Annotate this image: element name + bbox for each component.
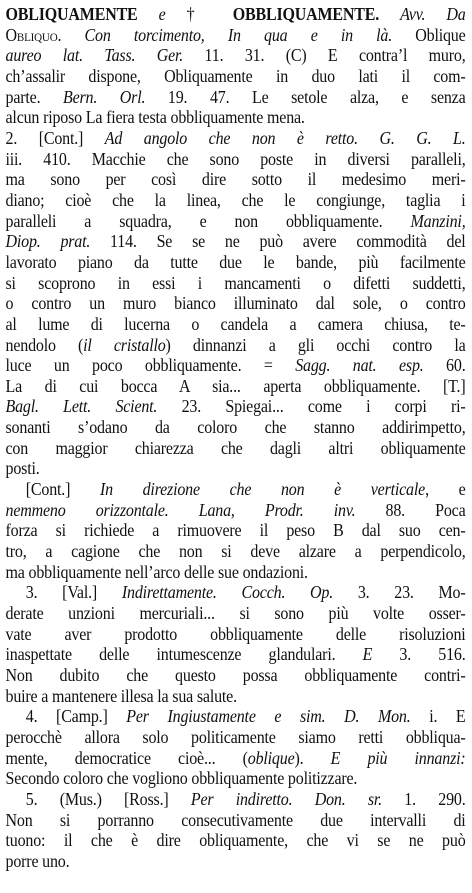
text-segment: oblique <box>247 747 295 768</box>
text-segment: 2. [Cont.] <box>5 127 105 148</box>
text-segment: nendolo ( <box>5 334 84 355</box>
text-segment: Bagl. Lett. Scient. <box>5 396 158 417</box>
text-segment: sonanti s’odano da coloro che stanno addirimpetto, <box>5 417 466 438</box>
text-line <box>6 789 466 810</box>
text-line <box>6 417 466 438</box>
text-segment <box>138 4 159 24</box>
text-segment: 114. Se se ne può avere commodità del <box>90 231 466 252</box>
text-segment: E <box>362 644 373 665</box>
text-segment: 1. 290. <box>381 788 466 809</box>
text-line <box>6 211 466 232</box>
text-segment: Con torcimento, In qua e in là. <box>84 24 393 45</box>
text-line <box>6 830 466 851</box>
text-segment: nemmeno orizzontale. Lana, Prodr. inv. <box>5 499 356 520</box>
text-line <box>6 66 466 87</box>
text-segment: 23. Spiegai... come i corpi ri- <box>157 396 466 417</box>
text-segment: 3. 23. Mo- <box>333 582 466 603</box>
dictionary-entry-obliquamente <box>6 4 466 872</box>
text-segment: iii. 410. Macchie che sono poste in diversi paralleli, <box>5 148 466 169</box>
text-segment: E più innanzi: <box>330 747 466 768</box>
text-segment: 3. [Val.] <box>25 582 122 603</box>
text-line <box>6 541 466 562</box>
text-segment: forza si richiede a rimuovere il peso B dal suo cen- <box>5 520 466 541</box>
text-segment: lavorato piano da tutte due le bande, più facilmente <box>5 251 466 272</box>
text-line <box>6 190 466 211</box>
text-segment: , e <box>425 479 466 500</box>
text-line <box>6 335 466 356</box>
text-segment: 19. 47. Le setole alza, e senza <box>145 86 466 107</box>
text-segment: aureo lat. Tass. Ger. <box>5 45 184 66</box>
text-line <box>6 810 466 831</box>
text-line <box>6 520 466 541</box>
text-segment: 4. [Camp.] <box>25 706 127 727</box>
text-segment: ma sono per così dire sotto il medesimo meri- <box>5 169 466 190</box>
text-segment: i. E <box>410 706 466 727</box>
text-segment: al lume di lucerna o candela a camera chiusa, te- <box>5 313 466 334</box>
text-segment: buire a mantenere illesa la sua salute. <box>5 685 237 706</box>
text-line <box>6 396 466 417</box>
text-segment: Sagg. nat. esp. <box>295 355 424 376</box>
text-segment: Bern. Orl. <box>63 86 146 107</box>
text-segment: Obliquo <box>5 24 58 45</box>
text-segment: mente, democratice cioè... ( <box>5 747 248 768</box>
text-line <box>6 706 466 727</box>
text-segment: Diop. prat. <box>5 231 91 252</box>
text-segment: Avv. Da <box>400 4 466 24</box>
text-segment: ch’assalir dispone, Obliquamente in duo lati il com- <box>5 65 466 86</box>
text-segment: Non si porranno consecutivamente due intervalli di <box>5 809 466 830</box>
text-line <box>6 438 466 459</box>
text-line <box>6 293 466 314</box>
text-segment: 60. <box>423 355 466 376</box>
text-line <box>6 87 466 108</box>
text-segment: paralleli a squadra, e non obbliquamente. <box>5 210 411 231</box>
text-segment: Secondo coloro che vogliono obbliquamente politizzare. <box>5 768 358 789</box>
text-segment: tuono: il che è dire obliquamente, che vi se ne può <box>5 830 466 851</box>
text-segment: con maggior chiarezza che dagli altri obliquamente <box>5 437 466 458</box>
text-segment: Per indiretto. Don. sr. <box>190 788 382 809</box>
text-segment: vate aver prodotto obbliquamente delle risoluzioni <box>5 623 466 644</box>
text-segment: il cristallo <box>83 334 166 355</box>
text-line <box>6 768 466 789</box>
text-line <box>6 45 466 66</box>
text-segment: 11. 31. (C) E contra’l muro, <box>183 45 466 66</box>
text-line <box>6 273 466 294</box>
text-segment: Per Ingiustamente e sim. D. Mon. <box>126 706 411 727</box>
text-line <box>6 128 466 149</box>
text-segment: Ad angolo che non è retto. G. G. L. <box>104 127 466 148</box>
text-segment: . <box>57 24 85 45</box>
text-line <box>6 624 466 645</box>
text-segment: inaspettate delle intumescenze glandulari. <box>5 644 363 665</box>
text-line <box>6 458 466 479</box>
text-line <box>6 355 466 376</box>
text-segment: ). <box>294 747 331 768</box>
text-line <box>6 582 466 603</box>
text-segment: Manzini, <box>410 210 466 231</box>
text-segment: In direzione che non è verticale <box>99 479 426 500</box>
text-segment: parte. <box>5 86 64 107</box>
text-segment: tro, a cagione che non si deve alzare a perpendicolo, <box>5 541 466 562</box>
text-line <box>6 107 466 128</box>
text-line <box>6 314 466 335</box>
text-segment: porre uno. <box>5 850 70 871</box>
text-line <box>6 4 466 25</box>
text-segment: o contro un muro bianco illuminato dal sole, o contro <box>5 293 466 314</box>
text-segment: 3. 516. <box>372 644 466 665</box>
text-line <box>6 727 466 748</box>
text-line <box>6 562 466 583</box>
text-segment: [Cont.] <box>25 479 100 500</box>
text-line <box>6 231 466 252</box>
text-segment: diano; cioè che la linea, che le congiunge, taglia i <box>5 189 466 210</box>
text-segment: 5. (Mus.) [Ross.] <box>25 788 191 809</box>
text-segment: alcun riposo La fiera testa obbliquamente mena. <box>5 107 305 128</box>
text-segment: ) dinnanzi a gli occhi contro la <box>165 334 466 355</box>
text-segment: luce un poco obbliquamente. = <box>5 355 296 376</box>
text-segment: Oblique <box>392 24 466 45</box>
text-line <box>6 149 466 170</box>
text-segment: ma obbliquamente nell’arco delle sue ondazioni. <box>5 561 308 582</box>
text-line <box>6 603 466 624</box>
text-segment: Indirettamente. Cocch. Op. <box>121 582 334 603</box>
text-line <box>6 169 466 190</box>
text-segment: perocchè allora solo politicamente siamo retti obbliqua- <box>5 726 466 747</box>
text-line <box>6 644 466 665</box>
text-segment: 88. Poca <box>355 499 466 520</box>
text-segment: † <box>165 4 233 24</box>
text-line <box>6 500 466 521</box>
text-line <box>6 376 466 397</box>
text-segment: e <box>158 4 166 24</box>
text-segment: si scoprono in essi i mancamenti o difetti suddetti, <box>5 272 466 293</box>
text-segment: OBBLIQUAMENTE. <box>232 4 380 24</box>
text-segment: derate unzioni mercuriali... si sono più volte osser- <box>5 603 466 624</box>
text-line <box>6 252 466 273</box>
text-segment: OBLIQUAMENTE <box>5 4 138 24</box>
text-line <box>6 851 466 872</box>
text-line <box>6 479 466 500</box>
text-segment: La di cui bocca A sia... aperta obbliquamente. [T.] <box>5 375 466 396</box>
text-line <box>6 665 466 686</box>
text-line <box>6 748 466 769</box>
text-segment: posti. <box>5 458 40 479</box>
text-segment: Non dubito che questo possa obbliquamente contri- <box>5 665 466 685</box>
text-line <box>6 25 466 46</box>
text-line <box>6 686 466 707</box>
text-segment <box>379 4 400 24</box>
